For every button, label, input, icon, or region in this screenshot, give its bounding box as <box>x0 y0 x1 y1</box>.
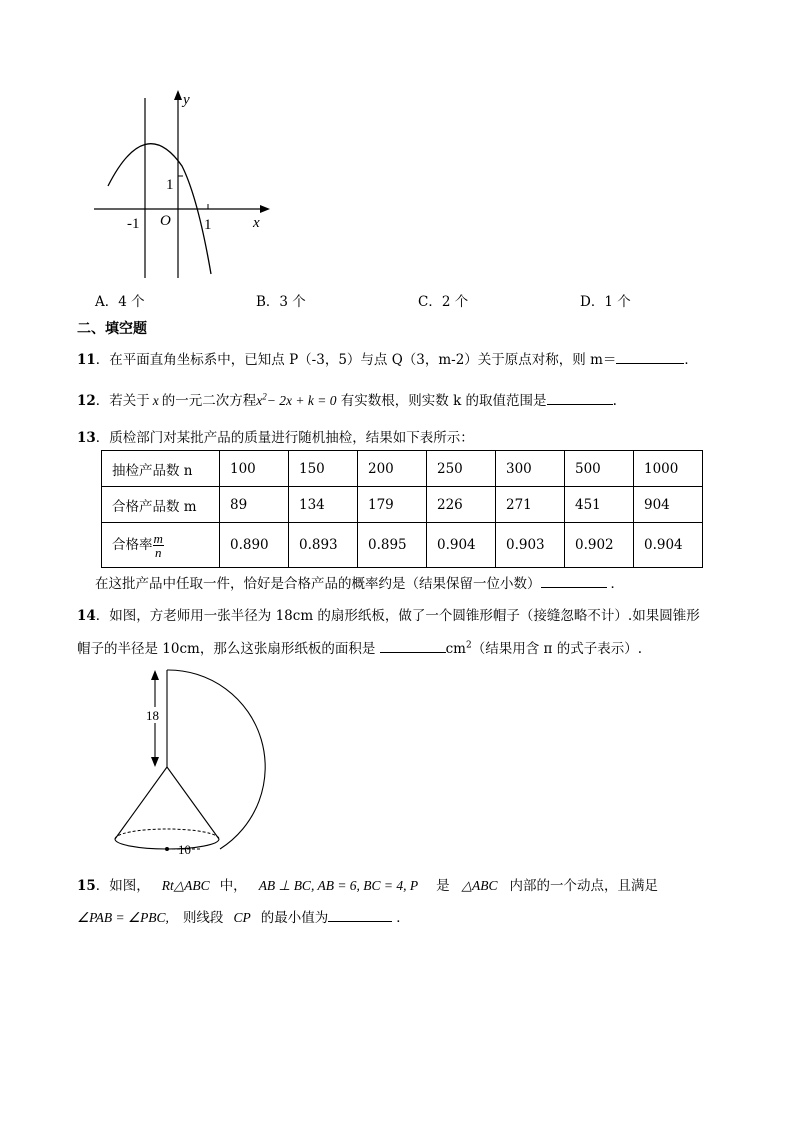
fraction-numerator: m <box>153 530 163 546</box>
table-cell: 89 <box>220 487 289 523</box>
table-row <box>102 451 703 487</box>
cone-base-back <box>115 829 219 839</box>
equation-exponent: 2 <box>262 391 267 402</box>
question-text: 的最小值为 <box>260 910 329 926</box>
neg-one-label: -1 <box>127 216 140 232</box>
question-15-line1 <box>77 874 658 894</box>
equation <box>256 393 336 408</box>
fraction-denominator: n <box>154 544 162 560</box>
table-cell: 100 <box>220 451 289 487</box>
arrow-down-icon <box>151 757 159 767</box>
answer-blank[interactable] <box>547 392 613 405</box>
question-number: 15 <box>77 878 96 894</box>
choice-text: 2 个 <box>441 294 469 310</box>
arrow-up-icon <box>151 670 159 680</box>
question-text: 有实数根，则实数 k 的取值范围是 <box>336 393 547 409</box>
question-11 <box>77 348 698 368</box>
table-cell: 904 <box>634 487 703 523</box>
table-row <box>102 523 703 568</box>
question-tail: ． <box>610 576 624 592</box>
question-text: ．在平面直角坐标系中，已知点 P（-3，5）与点 Q（3，m-2）关于原点对称，则 m＝ <box>95 352 617 368</box>
table-cell: 0.890 <box>220 523 289 568</box>
choice-letter: A． <box>95 294 119 310</box>
choice-a <box>95 290 145 310</box>
table-cell: 134 <box>289 487 358 523</box>
choice-letter: C． <box>418 294 442 310</box>
table-cell: 451 <box>565 487 634 523</box>
question-number: 12 <box>77 393 96 409</box>
table-cell: 200 <box>358 451 427 487</box>
cone-side-right <box>167 767 219 839</box>
question-text: 中， <box>219 878 247 894</box>
origin-label: O <box>160 213 171 229</box>
table-cell: 1000 <box>634 451 703 487</box>
choice-letter: B． <box>256 294 280 310</box>
row-header <box>102 523 220 568</box>
answer-blank[interactable] <box>616 351 684 364</box>
table-cell: 271 <box>496 487 565 523</box>
angle-condition: ∠PAB = ∠PBC, <box>77 910 169 925</box>
unit-exponent: 2 <box>466 640 472 651</box>
question-text: 则线段 <box>182 910 224 926</box>
question-text: 的一元二次方程 <box>161 393 257 409</box>
x-axis-arrow-icon <box>260 205 270 213</box>
segment-cp: CP <box>233 910 251 925</box>
table-cell: 250 <box>427 451 496 487</box>
variable-x: x <box>152 393 159 408</box>
condition-expression: AB ⊥ BC, AB = 6, BC = 4, P <box>258 878 419 893</box>
table-cell: 0.893 <box>289 523 358 568</box>
answer-blank[interactable] <box>541 575 607 588</box>
equation-var: x <box>256 393 263 408</box>
table-cell: 179 <box>358 487 427 523</box>
answer-blank[interactable] <box>380 640 446 653</box>
parabola-graph <box>90 88 280 288</box>
question-text: （结果用含 π 的式子表示）. <box>471 641 642 657</box>
question-15-line2 <box>77 906 410 926</box>
question-12 <box>77 389 617 409</box>
base-radius-label-10: 10 <box>178 842 191 857</box>
choice-b <box>256 290 306 310</box>
section-title: 二、填空题 <box>77 321 147 337</box>
row-header-text: 合格率 <box>112 536 153 553</box>
x-one-label: 1 <box>204 217 212 233</box>
question-tail: ． <box>684 352 698 368</box>
question-text: 帽子的半径是 10cm，那么这张扇形纸板的面积是 <box>77 641 380 657</box>
triangle-notation: △ABC <box>461 878 498 893</box>
question-text: ．如图， <box>95 878 150 894</box>
choice-text: 4 个 <box>118 294 145 310</box>
cone-side-left <box>115 767 167 839</box>
equation-rest: − 2x + k = 0 <box>266 393 337 408</box>
question-text: 在这批产品中任取一件，恰好是合格产品的概率约是（结果保留一位小数） <box>95 576 541 592</box>
fraction-m-over-n <box>153 532 164 559</box>
table-row <box>102 487 703 523</box>
question-number: 14 <box>77 608 96 624</box>
question-13-follow <box>95 572 624 592</box>
table-cell: 226 <box>427 487 496 523</box>
choice-text: 1 个 <box>604 294 631 310</box>
question-14-line2 <box>77 637 642 657</box>
row-header: 抽检产品数 n <box>102 451 220 487</box>
choice-c <box>418 290 468 310</box>
table-cell: 0.895 <box>358 523 427 568</box>
table-cell: 0.903 <box>496 523 565 568</box>
sector-arc <box>167 670 265 849</box>
y-axis-label: y <box>183 92 190 108</box>
unit: cm <box>445 641 466 657</box>
question-text: ．质检部门对某批产品的质量进行随机抽检，结果如下表所示： <box>95 430 474 446</box>
y-axis-arrow-icon <box>174 90 182 100</box>
x-axis-label: x <box>253 215 260 231</box>
base-center-dot <box>165 847 169 851</box>
radius-label-18: 18 <box>146 708 159 723</box>
question-number: 13 <box>77 430 96 446</box>
table-cell: 0.902 <box>565 523 634 568</box>
question-tail: ． <box>396 910 410 926</box>
question-text: ．若关于 <box>95 393 150 409</box>
row-header: 合格产品数 m <box>102 487 220 523</box>
table-cell: 300 <box>496 451 565 487</box>
sector-cone-figure <box>108 666 273 866</box>
table-cell: 150 <box>289 451 358 487</box>
choice-d <box>580 290 631 310</box>
choice-text: 3 个 <box>279 294 306 310</box>
question-text: ．如图，方老师用一张半径为 18cm 的扇形纸板，做了一个圆锥形帽子（接缝忽略不计）.如果圆锥形 <box>95 608 700 624</box>
table-cell: 500 <box>565 451 634 487</box>
y-one-label: 1 <box>166 177 174 193</box>
table-cell: 0.904 <box>427 523 496 568</box>
question-tail: . <box>612 393 617 409</box>
answer-blank[interactable] <box>328 909 392 922</box>
table-cell: 0.904 <box>634 523 703 568</box>
choice-letter: D． <box>580 294 605 310</box>
question-text: 内部的一个动点，且满足 <box>509 878 659 894</box>
question-13 <box>77 426 474 446</box>
triangle-notation: Rt△ABC <box>161 878 210 893</box>
question-number: 11 <box>77 352 96 368</box>
question-14-line1 <box>77 604 700 624</box>
inspection-table <box>101 450 703 568</box>
question-text: 是 <box>436 878 450 894</box>
